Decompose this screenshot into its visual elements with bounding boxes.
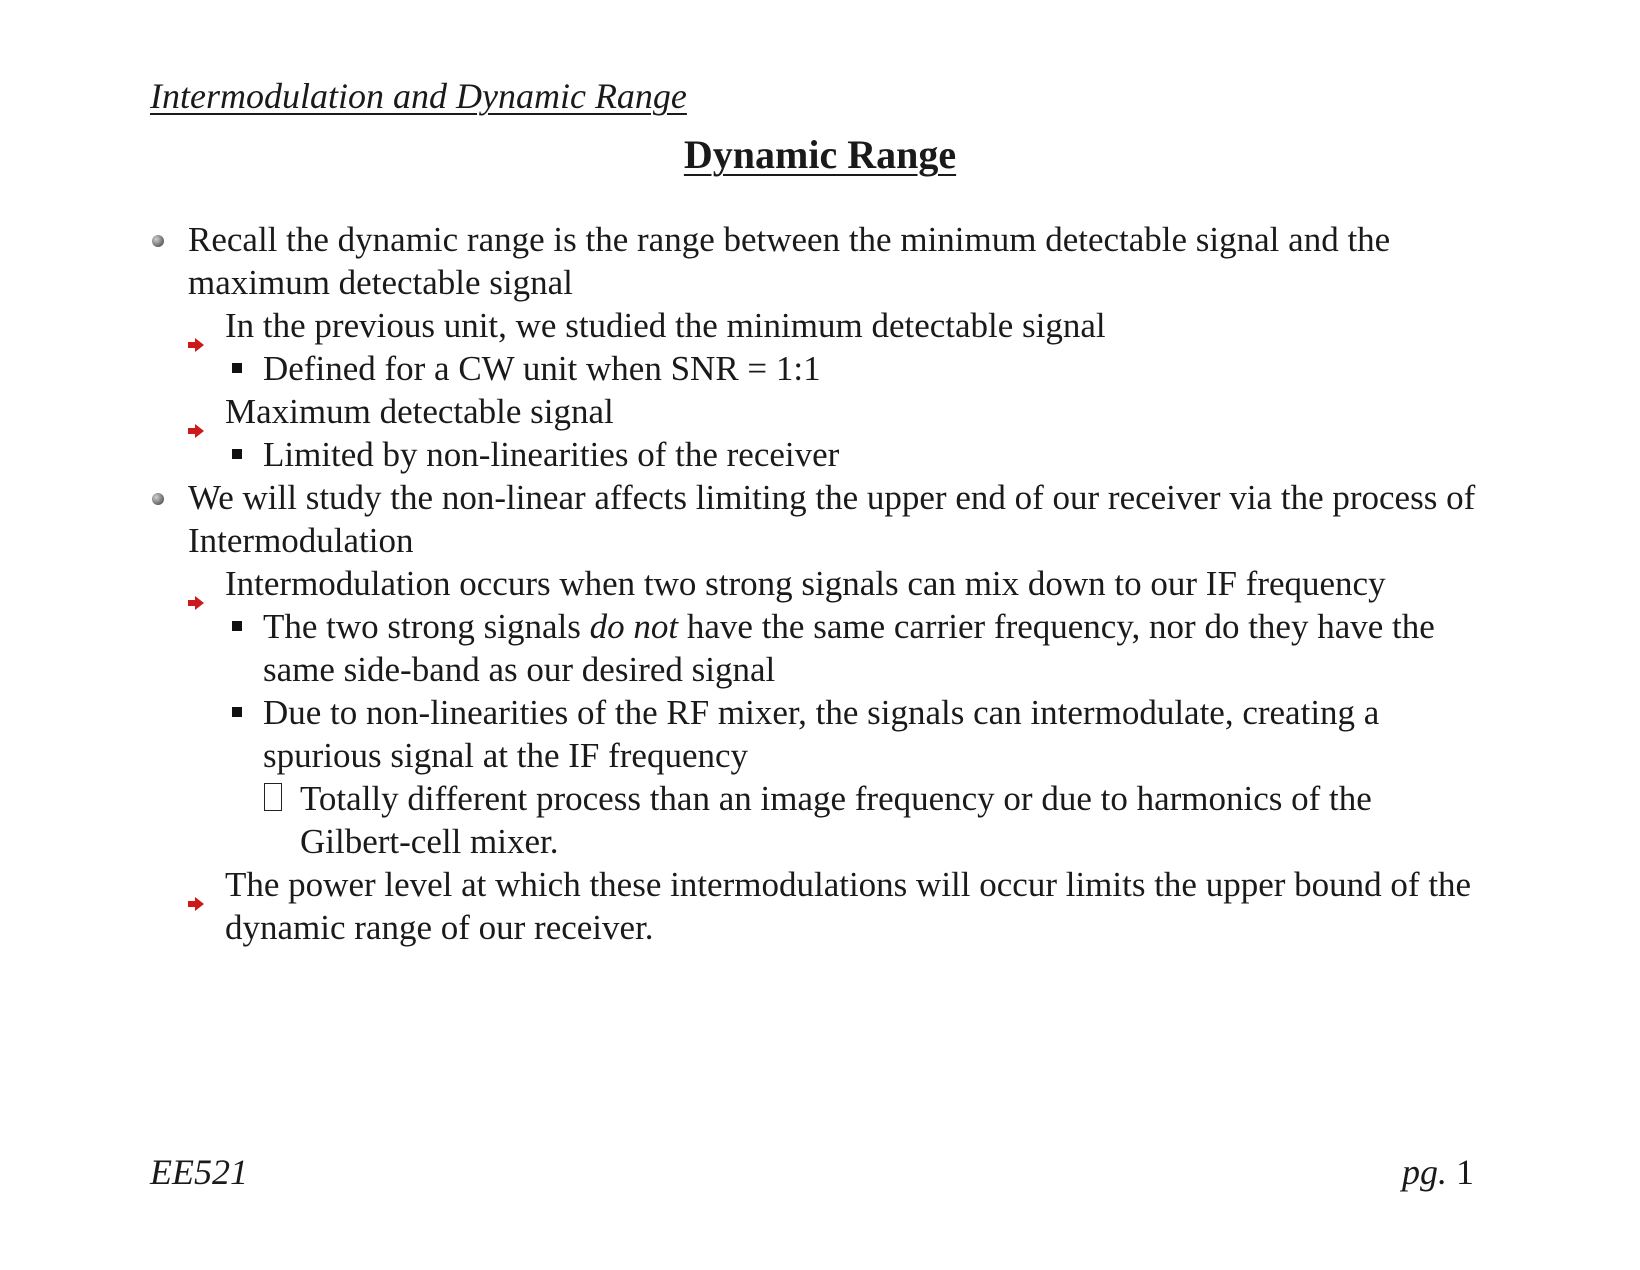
list-item-text: The power level at which these intermodulations will occur limits the upper bound of the dynamic range of our receiver. [225,865,1472,947]
list-item [150,347,1480,390]
list-item-text: We will study the non-linear affects limiting the upper end of our receiver via the process of Intermodulation [188,478,1476,560]
list-item-text: In the previous unit, we studied the minimum detectable signal [225,306,1106,345]
list-item-text: Intermodulation occurs when two strong signals can mix down to our IF frequency [225,564,1386,603]
gray-circle-bullet-icon [152,235,164,247]
list-item-text: Due to non-linearities of the RF mixer, the signals can intermodulate, creating a spurious signal at the IF frequency [263,693,1380,775]
list-item [150,605,1480,691]
running-header: Intermodulation and Dynamic Range [150,76,687,116]
list-item [150,433,1480,476]
black-square-bullet-icon [232,621,242,631]
footer-page-number [1402,1150,1474,1194]
black-square-bullet-icon [232,449,242,459]
black-square-bullet-icon [232,707,242,717]
red-arrow-bullet-icon [188,878,204,921]
list-item [150,777,1480,863]
list-item [150,304,1480,347]
black-square-bullet-icon [232,363,242,373]
gray-circle-bullet-icon [152,493,164,505]
list-item-text [263,607,1435,689]
list-item [150,562,1480,605]
bullet-list [150,218,1480,949]
list-item-text-end: have the same carrier frequency, nor do they have the same side-band as our desired signal [263,607,1435,689]
list-item-text: Recall the dynamic range is the range between the minimum detectable signal and the maximum detectable signal [188,220,1391,302]
list-item [150,691,1480,777]
page-title: Dynamic Range [683,132,957,177]
emphasis-text: do not [589,607,679,646]
list-item [150,390,1480,433]
list-item-text: Maximum detectable signal [225,392,614,431]
list-item [150,476,1480,562]
list-item-text: Totally different process than an image frequency or due to harmonics of the Gilbert-cell mixer. [300,779,1372,861]
missing-glyph-box-icon [264,783,282,811]
list-item-text: Defined for a CW unit when SNR = 1:1 [263,349,821,388]
list-item-text: Limited by non-linearities of the receiver [263,435,840,474]
page-number: 1 [1456,1152,1474,1192]
page-label: pg. [1402,1152,1447,1192]
list-item-text-start: The two strong signals [263,607,590,646]
footer-course: EE521 [150,1152,248,1192]
list-item [150,863,1480,949]
list-item [150,218,1480,304]
